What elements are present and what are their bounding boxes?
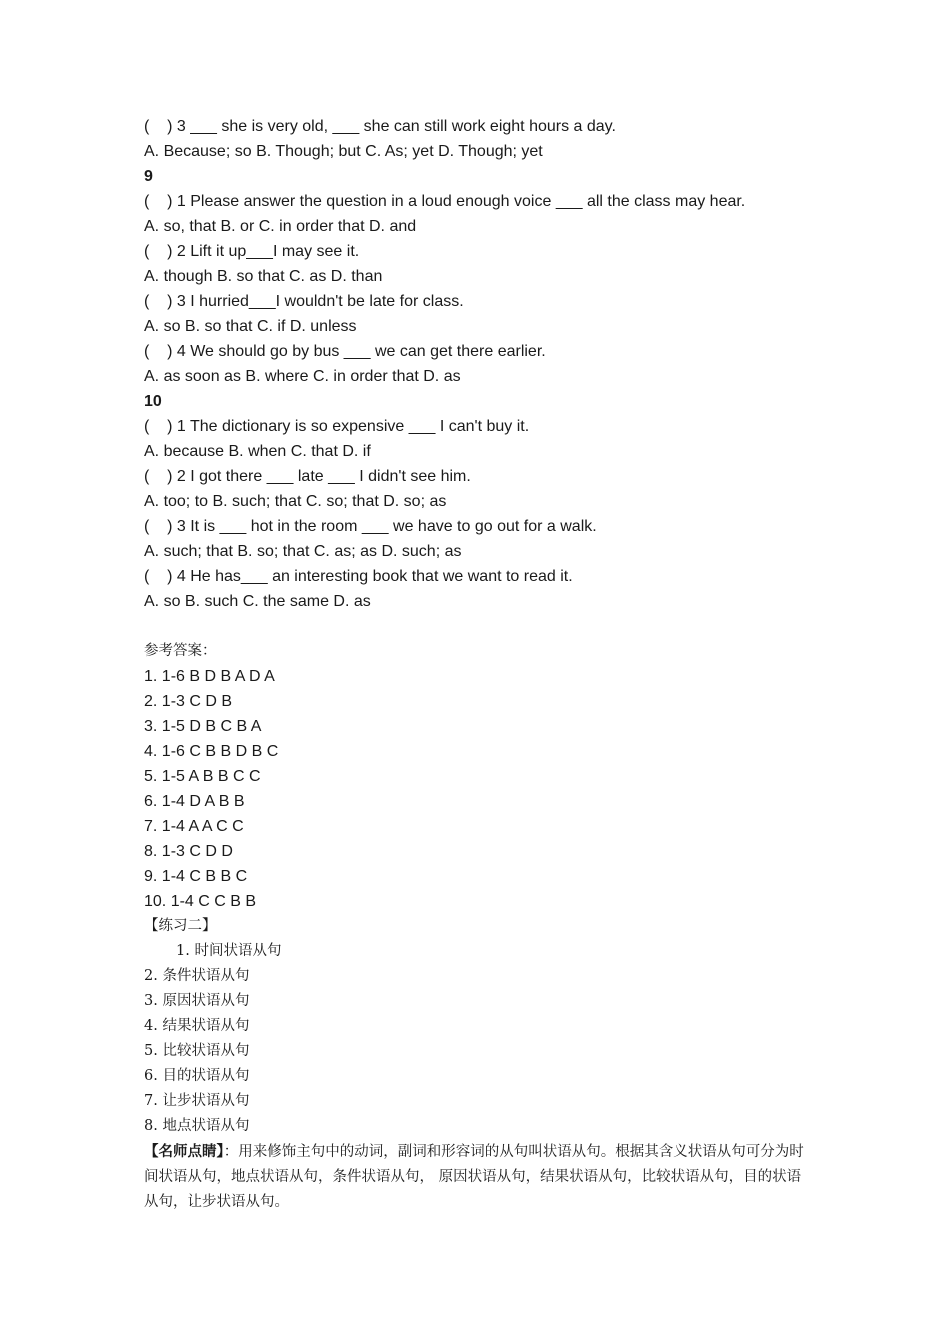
section-9-heading: 9: [144, 168, 153, 185]
answer-line: 2. 1-3 C D B: [144, 693, 233, 710]
document-page: [144, 114, 814, 1215]
question-9-2: ( ) 2 Lift it up___I may see it.: [144, 243, 360, 260]
options-10-3: A. such; that B. so; that C. as; as D. such; as: [144, 543, 462, 560]
question-9-1: ( ) 1 Please answer the question in a loud enough voice ___ all the class may hear.: [144, 193, 746, 210]
options-9-2: A. though B. so that C. as D. than: [144, 268, 383, 285]
question-9-4: ( ) 4 We should go by bus ___ we can get there earlier.: [144, 343, 546, 360]
options-9-3: A. so B. so that C. if D. unless: [144, 318, 357, 335]
question-10-2: ( ) 2 I got there ___ late ___ I didn't see him.: [144, 468, 471, 485]
options-10-4: A. so B. such C. the same D. as: [144, 593, 371, 610]
question-10-3: ( ) 3 It is ___ hot in the room ___ we have to go out for a walk.: [144, 518, 597, 535]
answer-line: 8. 1-3 C D D: [144, 843, 233, 860]
answer-line: 7. 1-4 A A C C: [144, 818, 244, 835]
spacer: [144, 614, 814, 639]
options-9-4: A. as soon as B. where C. in order that D. as: [144, 368, 461, 385]
practice2-item: 8. 地点状语从句: [144, 1118, 250, 1134]
options-9-1: A. so, that B. or C. in order that D. and: [144, 218, 417, 235]
question-10-1: ( ) 1 The dictionary is so expensive ___ I can't buy it.: [144, 418, 530, 435]
question-9-3: ( ) 3 I hurried___I wouldn't be late for class.: [144, 293, 464, 310]
answer-line: 9. 1-4 C B B C: [144, 868, 248, 885]
options-10-1: A. because B. when C. that D. if: [144, 443, 371, 460]
section-10-heading: 10: [144, 393, 162, 410]
answer-line: 4. 1-6 C B B D B C: [144, 743, 279, 760]
options-8-3: A. Because; so B. Though; but C. As; yet D. Though; yet: [144, 143, 543, 160]
practice2-item: 2. 条件状语从句: [144, 968, 250, 984]
teacher-tip: [144, 1139, 814, 1215]
question-8-3: ( ) 3 ___ she is very old, ___ she can still work eight hours a day.: [144, 118, 616, 135]
practice2-item: 6. 目的状语从句: [144, 1068, 250, 1084]
answer-line: 5. 1-5 A B B C C: [144, 768, 261, 785]
practice2-item: 1. 时间状语从句: [176, 943, 282, 959]
answers-title: 参考答案：: [144, 643, 217, 659]
answer-line: 10. 1-4 C C B B: [144, 893, 257, 910]
answer-line: 1. 1-6 B D B A D A: [144, 668, 275, 685]
practice2-item: 4. 结果状语从句: [144, 1018, 250, 1034]
teacher-tip-label: 【名师点睛】: [144, 1143, 224, 1160]
practice2-item: 5. 比较状语从句: [144, 1043, 250, 1059]
options-10-2: A. too; to B. such; that C. so; that D. so; as: [144, 493, 447, 510]
practice2-item: 3. 原因状语从句: [144, 993, 250, 1009]
answer-line: 6. 1-4 D A B B: [144, 793, 245, 810]
practice2-title: 【练习二】: [144, 918, 217, 934]
answer-line: 3. 1-5 D B C B A: [144, 718, 262, 735]
question-10-4: ( ) 4 He has___ an interesting book that we want to read it.: [144, 568, 573, 585]
practice2-item: 7. 让步状语从句: [144, 1093, 250, 1109]
teacher-tip-text: ：用来修饰主句中的动词，副词和形容词的从句叫状语从句。根据其含义状语从句可分为时间状语从句，地点状语从句，条件状语从句， 原因状语从句，结果状语从句，比较状语从句，目的状语从句，让步状语从句。: [144, 1144, 804, 1210]
